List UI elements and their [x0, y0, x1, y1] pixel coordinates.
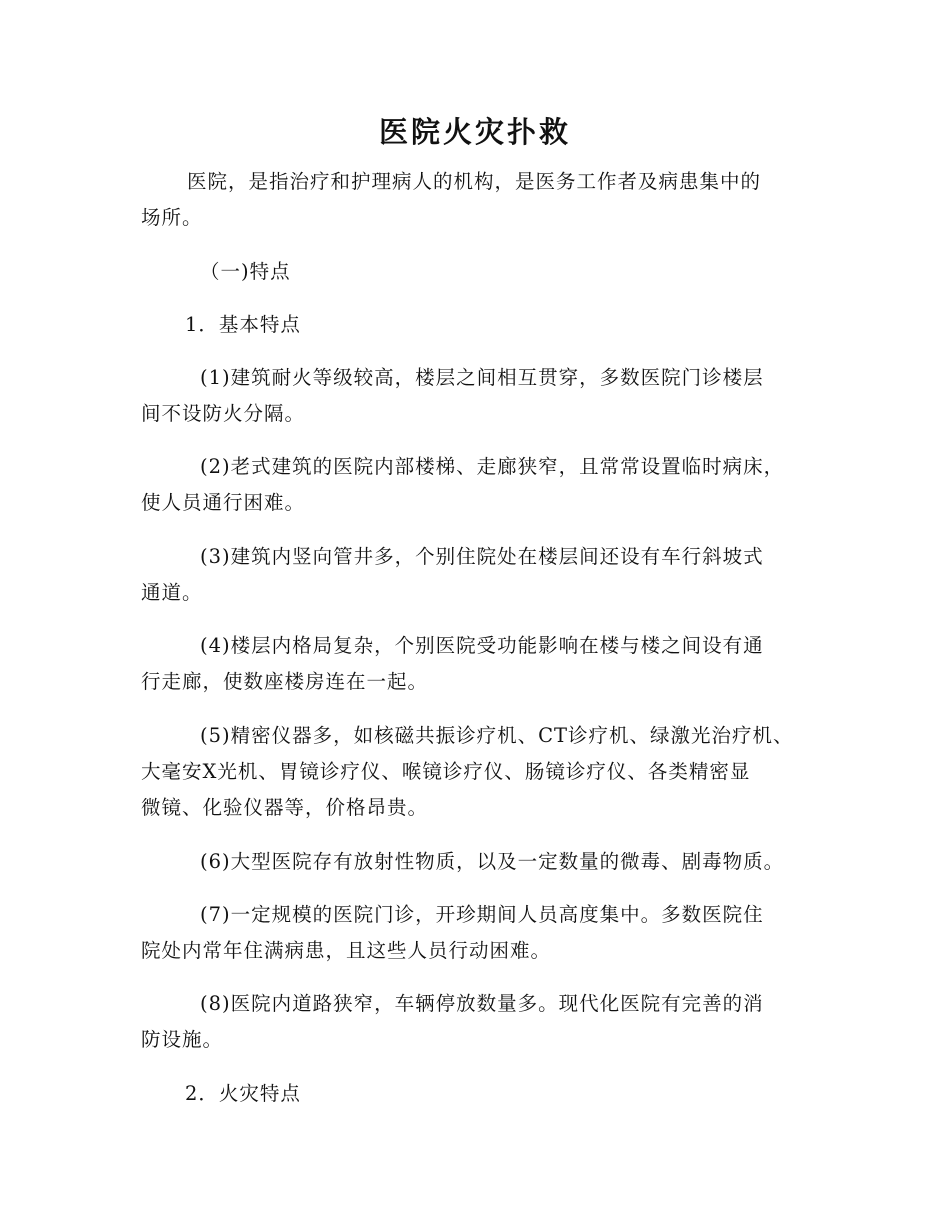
paragraph-line: 2．火灾特点: [185, 1082, 301, 1105]
list-item-2: [141, 449, 821, 521]
subsection-heading-fire: [141, 1076, 821, 1112]
list-item-8: [141, 986, 821, 1058]
paragraph-line: （一)特点: [200, 260, 291, 283]
paragraph-line: (5)精密仪器多，如核磁共振诊疗机、CT诊疗机、绿激光治疗机、: [200, 724, 794, 747]
paragraph-line: 通道。: [141, 581, 203, 604]
paragraph-line: 间不设防火分隔。: [141, 402, 306, 425]
paragraph-line: 院处内常年住满病患，且这些人员行动困难。: [141, 939, 552, 962]
list-item-5: [141, 718, 821, 826]
paragraph-line: 大毫安X光机、胃镜诊疗仪、喉镜诊疗仪、肠镜诊疗仪、各类精密显: [141, 760, 751, 783]
list-item-7: [141, 897, 821, 969]
list-item-4: [141, 628, 821, 700]
paragraph-line: (2)老式建筑的医院内部楼梯、走廊狭窄，且常常设置临时病床，: [200, 455, 785, 478]
list-item-6: [141, 844, 821, 880]
paragraph-line: (1)建筑耐火等级较高，楼层之间相互贯穿，多数医院门诊楼层: [200, 366, 764, 389]
paragraph-line: 微镜、化验仪器等，价格昂贵。: [141, 796, 429, 819]
paragraph-line: (4)楼层内格局复杂，个别医院受功能影响在楼与楼之间设有通: [200, 634, 764, 657]
subsection-heading-basic: [141, 307, 821, 343]
paragraph-line: 1．基本特点: [185, 313, 301, 336]
paragraph-line: (8)医院内道路狭窄，车辆停放数量多。现代化医院有完善的消: [200, 992, 764, 1015]
paragraph-line: (6)大型医院存有放射性物质，以及一定数量的微毒、剧毒物质。: [200, 850, 785, 873]
paragraph-line: 行走廊，使数座楼房连在一起。: [141, 670, 429, 693]
paragraph-line: 医院，是指治疗和护理病人的机构，是医务工作者及病患集中的: [187, 170, 762, 193]
page-title: 医院火灾扑救: [378, 115, 571, 149]
paragraph-line: 防设施。: [141, 1028, 224, 1051]
paragraph-line: 使人员通行困难。: [141, 491, 306, 514]
paragraph-line: (3)建筑内竖向管井多，个别住院处在楼层间还设有车行斜坡式: [200, 545, 764, 568]
list-item-3: [141, 539, 821, 611]
paragraph-line: (7)一定规模的医院门诊，开珍期间人员高度集中。多数医院住: [200, 903, 764, 926]
section-heading-characteristics: [141, 254, 821, 290]
paragraph-line: 场所。: [141, 206, 203, 229]
list-item-1: [141, 360, 821, 432]
intro-paragraph: [141, 164, 821, 236]
